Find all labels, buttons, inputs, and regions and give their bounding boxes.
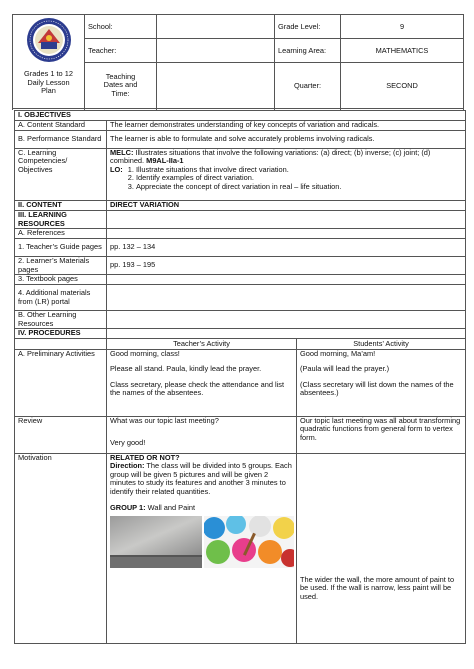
teacher-value xyxy=(157,39,275,63)
resources-heading-value xyxy=(107,211,466,229)
teaching-dates-label xyxy=(85,63,157,109)
performance-standard-label: B. Performance Standard xyxy=(15,131,107,149)
references-value xyxy=(107,229,466,239)
teacher-line: Good morning, class! xyxy=(110,349,180,358)
wall-picture xyxy=(110,516,202,568)
group-1-line xyxy=(110,504,293,512)
logo-cell xyxy=(13,15,85,109)
lo-item: 2. Identify examples of direct variation. xyxy=(136,174,462,182)
content-standard-label: A. Content Standard xyxy=(15,121,107,131)
direction-text: The class will be divided into 5 groups. Each group will be given 5 pictures and will be given 2 minutes to study its features and another 3 minutes to identify their related quantities. xyxy=(110,461,292,496)
motivation-direction xyxy=(110,462,293,496)
melc-text: Illustrates situations that involve the following variations: (a) direct; (b) inverse; (c) joint; (d) combined. xyxy=(110,148,431,166)
student-activity-header: Students’ Activity xyxy=(297,339,466,350)
motivation-student: The wider the wall, the more amount of paint to be used. If the wall is narrow, less paint will be used. xyxy=(297,454,466,644)
deped-seal-logo xyxy=(26,17,72,63)
preliminary-student xyxy=(297,350,466,417)
review-teacher xyxy=(107,417,297,454)
lo-item: 3. Appreciate the concept of direct variation in real – life situation. xyxy=(136,183,462,191)
plan-title-line: Plan xyxy=(41,86,56,96)
learners-materials-label: 2. Learner’s Materials pages xyxy=(15,257,107,275)
references-label: A. References xyxy=(15,229,107,239)
area-value: MATHEMATICS xyxy=(341,39,464,63)
additional-materials-value xyxy=(107,285,466,311)
plan-title-line: Grades 1 to 12 xyxy=(24,69,73,78)
lo-list xyxy=(110,166,462,191)
teacher-activity-header: Teacher’s Activity xyxy=(107,339,297,350)
motivation-teacher xyxy=(107,454,297,644)
motivation-title: RELATED OR NOT? xyxy=(110,453,180,462)
objectives-heading: I. OBJECTIVES xyxy=(15,111,466,121)
group-1-pictures xyxy=(110,516,293,568)
plan-title xyxy=(15,70,82,96)
teaching-label-line: Teaching xyxy=(105,71,136,81)
teacher-line: Very good! xyxy=(110,438,146,448)
teacher-line: Please all stand. Paula, kindly lead the prayer. xyxy=(110,364,262,374)
motivation-label: Motivation xyxy=(15,454,107,644)
procedures-heading: IV. PROCEDURES xyxy=(15,329,107,339)
procedures-heading-value xyxy=(107,329,466,339)
review-label: Review xyxy=(15,417,107,454)
additional-materials-label: 4. Additional materials from (LR) portal xyxy=(15,285,107,311)
performance-standard-value: The learner is able to formulate and solve accurately problems involving radicals. xyxy=(107,131,466,149)
lo-label: LO: xyxy=(110,164,123,174)
content-heading: II. CONTENT xyxy=(15,201,107,211)
procedures-empty-cell xyxy=(15,339,107,350)
other-resources-label: B. Other Learning Resources xyxy=(15,311,107,329)
student-line: Good morning, Ma’am! xyxy=(300,349,376,358)
teachers-guide-value: pp. 132 – 134 xyxy=(107,239,466,257)
content-standard-value: The learner demonstrates understanding of key concepts of variation and radicals. xyxy=(107,121,466,131)
school-value xyxy=(157,15,275,39)
grade-value: 9 xyxy=(341,15,464,39)
learners-materials-value: pp. 193 – 195 xyxy=(107,257,466,275)
review-student: Our topic last meeting was all about transforming quadratic functions from general form to vertex form. xyxy=(297,417,466,454)
teacher-label: Teacher: xyxy=(85,39,157,63)
teacher-line: Class secretary, please check the attendance and list the names of the absentees. xyxy=(110,379,285,398)
plan-title-line: Daily Lesson xyxy=(27,77,70,87)
student-line: (Paula will lead the prayer.) xyxy=(300,364,390,374)
header-table xyxy=(12,14,464,109)
competencies-label: C. Learning Competencies/ Objectives xyxy=(15,149,107,201)
teacher-line: What was our topic last meeting? xyxy=(110,416,219,425)
paint-cans-picture xyxy=(204,516,294,568)
melc-label: MELC: xyxy=(110,148,134,157)
content-value: DIRECT VARIATION xyxy=(107,201,466,211)
textbook-value xyxy=(107,275,466,285)
preliminary-teacher xyxy=(107,350,297,417)
melc-code: M9AL-IIa-1 xyxy=(146,156,184,166)
quarter-value: SECOND xyxy=(341,63,464,109)
textbook-label: 3. Textbook pages xyxy=(15,275,107,285)
teaching-label-line: Dates and xyxy=(103,80,138,90)
group-1-label: GROUP 1: xyxy=(110,503,146,513)
lesson-plan-table xyxy=(14,110,466,644)
teachers-guide-label: 1. Teacher’s Guide pages xyxy=(15,239,107,257)
teaching-label-line: Time: xyxy=(111,88,130,98)
preliminary-label: A. Preliminary Activities xyxy=(15,350,107,417)
direction-label: Direction: xyxy=(110,461,145,471)
lo-item: 1. Illustrate situations that involve direct variation. xyxy=(136,166,462,174)
grade-label: Grade Level: xyxy=(275,15,341,39)
teaching-dates-value xyxy=(157,63,275,109)
other-resources-value xyxy=(107,311,466,329)
student-line: (Class secretary will list down the names of the absentees.) xyxy=(300,379,454,398)
quarter-label: Quarter: xyxy=(275,63,341,109)
resources-heading: III. LEARNING RESOURCES xyxy=(15,211,107,229)
area-label: Learning Area: xyxy=(275,39,341,63)
competencies-value xyxy=(107,149,466,201)
school-label: School: xyxy=(85,15,157,39)
group-1-text: Wall and Paint xyxy=(145,503,196,513)
